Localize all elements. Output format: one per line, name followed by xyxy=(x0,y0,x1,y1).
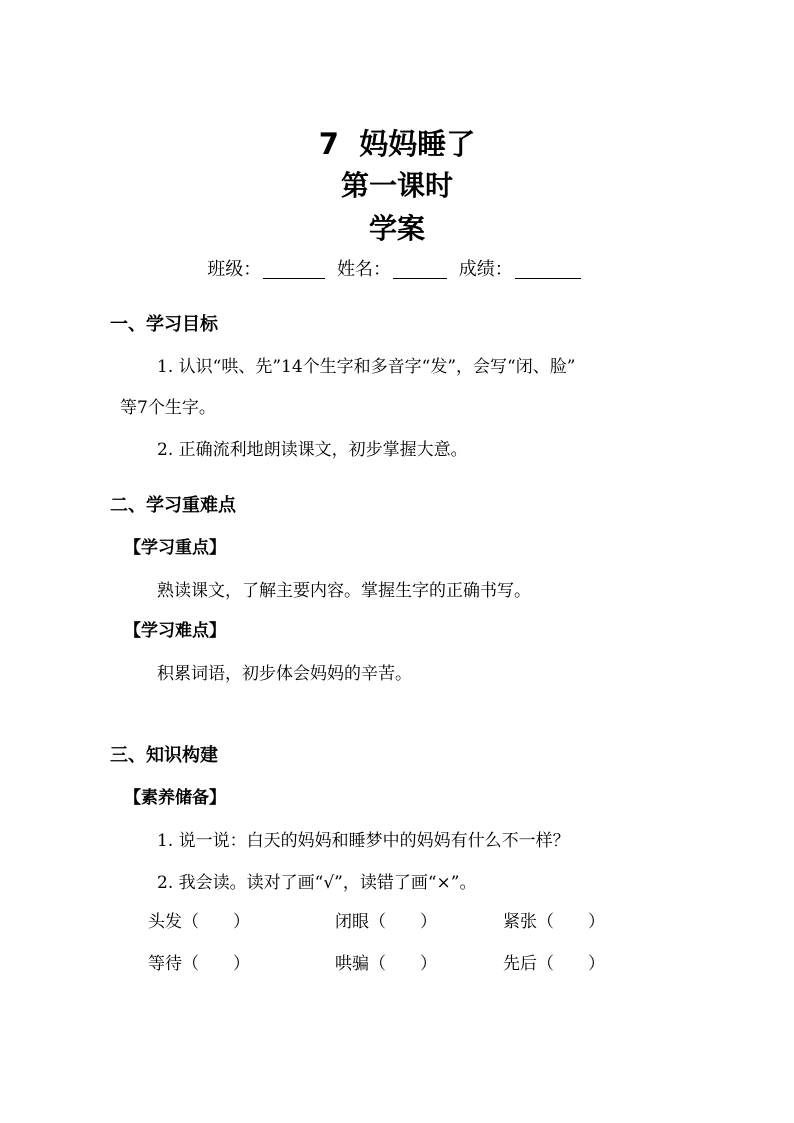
word-item xyxy=(148,950,250,978)
section-keypoints-heading: 二、学习重难点 xyxy=(110,495,236,516)
lesson-title-text: 妈妈睡了 xyxy=(359,127,476,161)
lesson-title xyxy=(0,124,794,164)
answer-blank[interactable]: （ ） xyxy=(369,954,437,974)
word-item xyxy=(335,950,437,978)
word-text: 紧张 xyxy=(503,912,537,932)
focus-label: 【学习重点】 xyxy=(124,538,226,558)
lesson-period: 第一课时 xyxy=(340,169,453,202)
score-label: 成绩： xyxy=(458,259,513,280)
word-text: 头发 xyxy=(148,912,182,932)
word-text: 闭眼 xyxy=(335,912,369,932)
class-blank[interactable] xyxy=(263,260,325,279)
goal-item-2: 2. 正确流利地朗读课文，初步掌握大意。 xyxy=(157,440,468,460)
answer-blank[interactable]: （ ） xyxy=(182,912,250,932)
section-goals-heading: 一、学习目标 xyxy=(110,314,218,335)
class-label: 班级： xyxy=(207,259,262,280)
answer-blank[interactable]: （ ） xyxy=(369,912,437,932)
name-blank[interactable] xyxy=(393,260,447,279)
answer-blank[interactable]: （ ） xyxy=(537,912,605,932)
prep-label: 【素养储备】 xyxy=(124,788,226,808)
focus-text: 熟读课文，了解主要内容。掌握生字的正确书写。 xyxy=(157,581,531,601)
word-text: 等待 xyxy=(148,954,182,974)
score-blank[interactable] xyxy=(515,260,581,279)
answer-blank[interactable]: （ ） xyxy=(537,954,605,974)
word-item xyxy=(503,908,605,936)
difficulty-text: 积累词语，初步体会妈妈的辛苦。 xyxy=(157,664,412,684)
doc-type: 学案 xyxy=(368,212,425,245)
question-2: 2. 我会读。读对了画“√”，读错了画“×”。 xyxy=(157,873,477,893)
section-construction-heading: 三、知识构建 xyxy=(110,745,218,766)
answer-blank[interactable]: （ ） xyxy=(182,954,250,974)
student-info-row xyxy=(0,257,794,283)
question-1: 1. 说一说：白天的妈妈和睡梦中的妈妈有什么不一样？ xyxy=(157,831,570,851)
goal-item-1-line-2: 等7个生字。 xyxy=(120,398,216,418)
word-item xyxy=(335,908,437,936)
lesson-number: 7 xyxy=(318,127,339,161)
word-row-2 xyxy=(0,950,794,978)
word-text: 哄骗 xyxy=(335,954,369,974)
name-label: 姓名： xyxy=(337,259,391,280)
word-row-1 xyxy=(0,908,794,936)
difficulty-label: 【学习难点】 xyxy=(124,621,226,641)
word-item xyxy=(148,908,250,936)
word-item xyxy=(503,950,605,978)
word-text: 先后 xyxy=(503,954,537,974)
goal-item-1-line-1: 1. 认识“哄、先”14个生字和多音字“发”，会写“闭、脸” xyxy=(157,357,576,377)
